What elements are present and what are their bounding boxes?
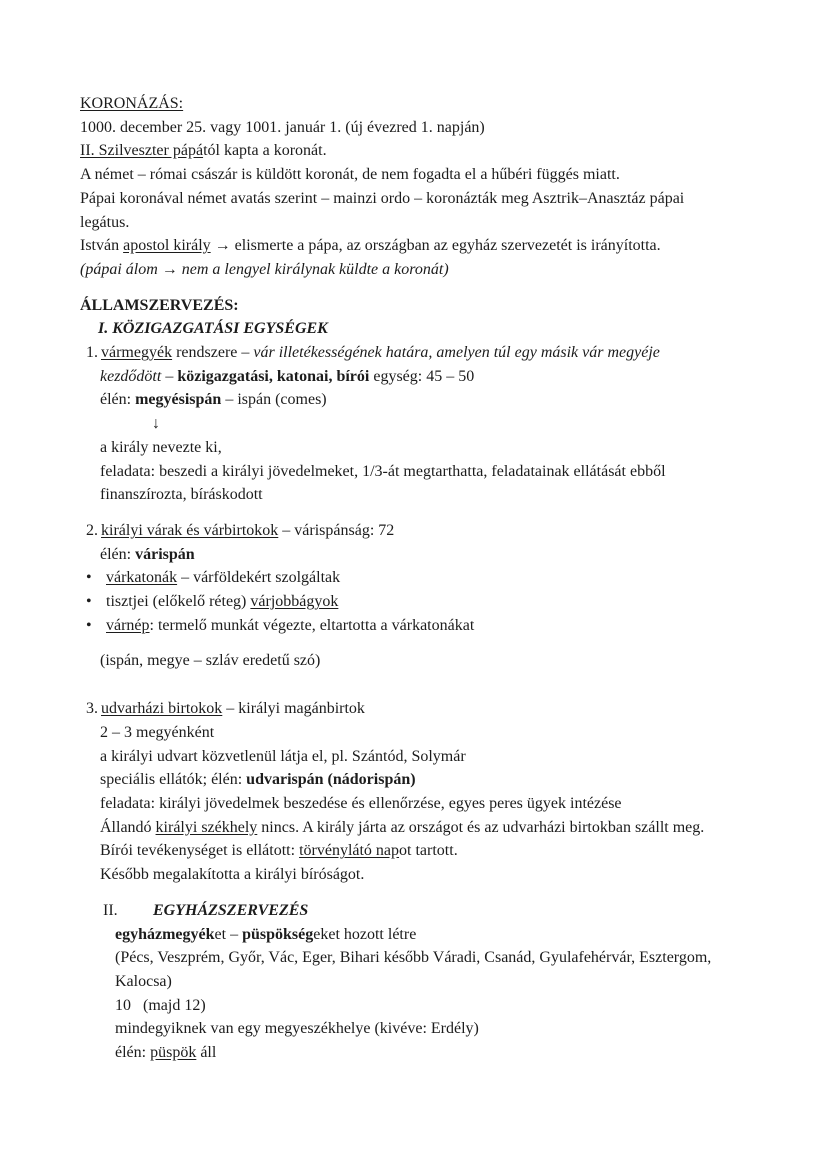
text-run: megyésispán — [135, 391, 222, 409]
text-run: ot tartott. — [399, 842, 458, 860]
underlined-text-run: püspök — [150, 1044, 197, 1062]
document-line — [100, 365, 770, 389]
text-run: ↓ — [152, 415, 160, 433]
underlined-text-run: várnép — [106, 616, 150, 634]
text-run: – várföldekért szolgáltak — [177, 569, 341, 587]
document-line — [100, 460, 770, 484]
document-line — [80, 258, 770, 282]
document-line — [115, 1041, 770, 1065]
document-line — [80, 234, 770, 258]
text-run: : termelő munkát végezte, eltartotta a várkatonákat — [149, 616, 475, 634]
underlined-text-run: törvénylátó nap — [299, 842, 400, 860]
text-run: (Pécs, Veszprém, Győr, Vác, Eger, Bihari később Váradi, Csanád, Gyulafehérvár, Esztergom, — [115, 949, 712, 967]
underlined-text-run: várjobbágyok — [250, 593, 339, 611]
text-run: 1. — [86, 344, 98, 362]
text-run: I. KÖZIGAZGATÁSI EGYSÉGEK — [98, 320, 328, 338]
text-run: Bírói tevékenységet is ellátott: — [100, 842, 300, 860]
document-line — [100, 649, 770, 673]
text-run: A német – római császár is küldött koronát, de nem fogadta el a hűbéri függés miatt. — [80, 166, 620, 184]
text-run: feladata: beszedi a királyi jövedelmeket, 1/3-át megtarthatta, feladatainak ellátását ebből — [100, 462, 666, 480]
document-line — [100, 388, 770, 412]
text-run: nincs. A király járta az országot és az udvarházi birtokban szállt meg. — [257, 818, 705, 836]
document-line — [115, 994, 770, 1018]
document-line — [100, 436, 770, 460]
text-run: 2 – 3 megyénként — [100, 723, 215, 741]
underlined-text-run: várkatonák — [106, 569, 178, 587]
text-run: ÁLLAMSZERVEZÉS: — [80, 296, 239, 314]
document-line — [100, 483, 770, 507]
text-run: István — [80, 237, 124, 255]
text-run: Állandó — [100, 818, 156, 836]
text-run: • — [86, 593, 92, 611]
document-line — [80, 139, 770, 163]
document-line — [100, 768, 770, 792]
document-line — [100, 543, 770, 567]
text-run: (pápai álom → nem a lengyel királynak küldte a koronát) — [80, 260, 449, 278]
text-run: élén: — [100, 391, 136, 409]
text-run: tisztjei (előkelő réteg) — [106, 593, 251, 611]
text-run: udvarispán (nádorispán) — [246, 771, 416, 789]
text-run: – ispán (comes) — [221, 391, 327, 409]
text-run: közigazgatási, katonai, bírói — [177, 367, 370, 385]
underlined-text-run: királyi várak és várbirtokok — [101, 521, 279, 539]
document-line — [115, 946, 770, 970]
text-run: – — [161, 367, 178, 385]
text-run: Kalocsa) — [115, 972, 172, 990]
text-run: mindegyiknek van egy megyeszékhelye (kivéve: Erdély) — [115, 1020, 479, 1038]
text-run: 1000. december 25. vagy 1001. január 1. (új évezred 1. napján) — [80, 118, 485, 136]
text-run: tól kapta a koronát. — [203, 142, 327, 160]
text-run: egyházmegyék — [115, 925, 215, 943]
text-run: – királyi magánbirtok — [222, 700, 365, 718]
text-run: 2. — [86, 521, 98, 539]
document-line — [86, 519, 770, 543]
down-arrow-glyph — [152, 412, 770, 436]
document-line — [115, 970, 770, 994]
text-run: → elismerte a pápa, az országban az egyház szervezetét is irányította. — [210, 237, 661, 255]
underlined-text-run: udvarházi birtokok — [101, 700, 223, 718]
heading-kozigazgatasi-egysegek — [98, 317, 770, 341]
text-run: legátus. — [80, 213, 130, 231]
title-allamszervezes — [80, 294, 770, 318]
text-run: püspökség — [242, 925, 314, 943]
text-run: a királyi udvart közvetlenül látja el, pl. Szántód, Solymár — [100, 747, 466, 765]
document-line — [86, 697, 770, 721]
text-run: • — [86, 569, 92, 587]
underlined-text-run: apostol király — [123, 237, 211, 255]
text-run: (majd 12) — [143, 996, 206, 1014]
title-koronazas — [80, 92, 770, 116]
underlined-text-run: királyi székhely — [155, 818, 258, 836]
document-line — [115, 923, 770, 947]
text-run: a király nevezte ki, — [100, 438, 222, 456]
text-run: Pápai koronával német avatás szerint – mainzi ordo – koronázták meg Asztrik–Anasztáz pápai — [80, 189, 685, 207]
text-run: áll — [196, 1044, 217, 1062]
document-line — [100, 816, 770, 840]
text-run: élén: — [100, 545, 136, 563]
document-line — [80, 187, 770, 211]
text-run: – várispánság: 72 — [278, 521, 395, 539]
text-run: egység: 45 – 50 — [369, 367, 475, 385]
document-line — [115, 1017, 770, 1041]
text-run: • — [86, 616, 92, 634]
text-run: várispán — [135, 545, 195, 563]
text-run: 10 — [115, 996, 131, 1014]
document-line — [86, 614, 770, 638]
heading-egyhazszervezes — [103, 899, 770, 923]
text-run: eket hozott létre — [313, 925, 417, 943]
document-line — [100, 745, 770, 769]
text-run: speciális ellátók; élén: — [100, 771, 247, 789]
document-line — [100, 863, 770, 887]
text-run: feladata: királyi jövedelmek beszedése és ellenőrzése, egyes peres ügyek intézése — [100, 794, 622, 812]
text-run: vár illetékességének határa, amelyen túl egy másik vár megyéje — [253, 344, 660, 362]
document-line — [80, 116, 770, 140]
underlined-text-run: II. Szilveszter pápá — [80, 142, 204, 160]
document-line — [80, 211, 770, 235]
document-line — [80, 163, 770, 187]
text-run: finanszírozta, bíráskodott — [100, 486, 263, 504]
text-run: EGYHÁZSZERVEZÉS — [153, 901, 309, 919]
text-run: Később megalakította a királyi bíróságot. — [100, 866, 365, 884]
text-run: kezdődött — [100, 367, 162, 385]
document-line — [86, 590, 770, 614]
text-run: élén: — [115, 1044, 151, 1062]
document-line — [86, 341, 770, 365]
document-line — [100, 721, 770, 745]
text-run: (ispán, megye – szláv eredetű szó) — [100, 652, 321, 670]
text-run: II. — [103, 901, 118, 919]
underlined-text-run: vármegyék — [101, 344, 173, 362]
document-line — [86, 566, 770, 590]
text-run: et – — [214, 925, 243, 943]
text-run: rendszere – — [172, 344, 254, 362]
text-run: 3. — [86, 700, 98, 718]
document-line — [100, 792, 770, 816]
underlined-text-run: KORONÁZÁS: — [80, 95, 184, 112]
document-line — [100, 839, 770, 863]
